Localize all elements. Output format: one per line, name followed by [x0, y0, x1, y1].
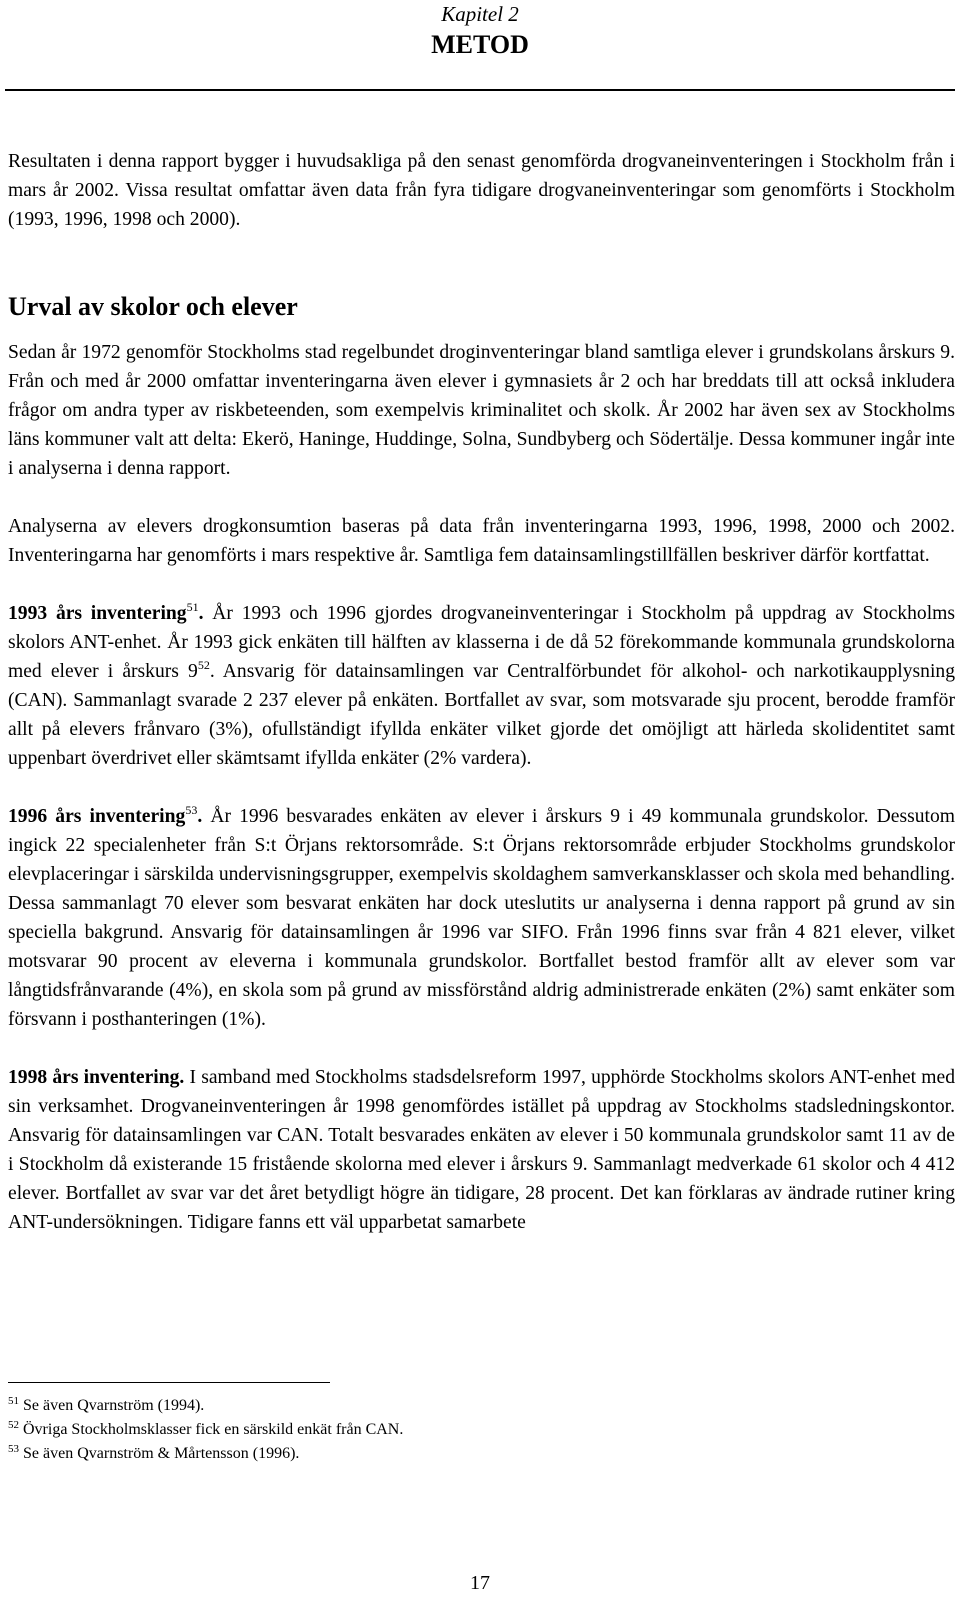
chapter-header: [0, 0, 960, 60]
footnotes: [8, 1394, 403, 1466]
footnote-item: [8, 1442, 403, 1466]
inventory-1998-text: I samband med Stockholms stadsdelsreform 1997, upphörde Stockholms skolors ANT-enhet med sin verksamhet. Drogvaneinventeringen år 1998 genomfördes istället på uppdrag av Stockholms stadsledningskontor. Ansvarig för datainsamlingen var CAN. Totalt besvarades enkäten av elever i 50 kommunala grundskolor samt 11 av de i Stockholm då existerande 15 fristående skolorna med elever i årskurs 9. Sammanlagt medverkade 61 skolor och 4 412 elever. Bortfallet av svar var det året betydligt högre än tidigare, 28 procent. Det kan förklaras av ändrade rutiner kring ANT-undersökningen. Tidigare fanns ett väl upparbetat samarbete: [8, 1067, 955, 1233]
chapter-label: Kapitel 2: [441, 2, 519, 26]
inventory-1993-period: .: [198, 603, 204, 624]
footnote-number: 51: [8, 1395, 19, 1407]
inventory-1996-text: År 1996 besvarades enkäten av elever i årskurs 9 i 49 kommunala grundskolor. Dessutom ingick 22 specialenheter från S:t Örjans rektorsområde. S:t Örjans rektorsområde erbjuder Stockholms grundskolor elevplaceringar i särskilda undervisningsgrupper, exempelvis skoldaghem samverkansklasser och skola med behandling. Dessa sammanlagt 70 elever som besvarat enkäten har dock uteslutits ur analyserna i denna rapport på grund av sin speciella bakgrund. Ansvarig för datainsamlingen år 1996 var SIFO. Från 1996 finns svar från 4 821 elever, vilket motsvarar 90 procent av eleverna i kommunala grundskolor. Bortfallet bestod framför allt av elever som var långtidsfrånvarande (4%), en skola som på grund av missförstånd aldrig administrerade enkäten (2%) samt enkäter som försvann i posthanteringen (1%).: [8, 806, 956, 1030]
inventory-1993-text-b: . Ansvarig för datainsamlingen var Centralförbundet för alkohol- och narkotikaupplysning (CAN). Sammanlagt svarade 2 237 elever på enkäten. Bortfallet av svar, som motsvarade sju procent, berodde framför allt på elevers frånvaro (3%), ofullständigt ifyllda enkäter vilket gjorde det omöjligt att härleda skolidentitet samt uppenbart överdrivet eller skämtsamt ifyllda enkäter (2% vardera).: [8, 661, 956, 769]
section-heading: Urval av skolor och elever: [8, 292, 298, 321]
footnote-item: [8, 1418, 403, 1442]
chapter-title: METOD: [431, 30, 529, 59]
footnote-text: Se även Qvarnström (1994).: [23, 1397, 205, 1414]
footnote-divider: [8, 1382, 330, 1383]
inventory-1996-period: .: [197, 806, 203, 827]
inventory-1996-paragraph: [8, 802, 955, 1034]
inventory-1993-paragraph: [8, 599, 955, 773]
footnote-text: Övriga Stockholmsklasser fick en särskild enkät från CAN.: [23, 1421, 404, 1438]
footnote-ref-53: 53: [185, 803, 198, 817]
section-paragraph-2: Analyserna av elevers drogkonsumtion baseras på data från inventeringarna 1993, 1996, 1998, 2000 och 2002. Inventeringarna har genomförts i mars respektive år. Samtliga fem datainsamlingstillfällen beskriver därför kortfattat.: [8, 516, 955, 566]
inventory-1993-text-a: År 1993 och 1996 gjordes drogvaneinventeringar i Stockholm på uppdrag av Stockholms skolors ANT-enhet. År 1993 gick enkäten till hälften av klasserna i de då 52 förekommande kommunala grundskolorna med elever i årskurs 9: [8, 603, 956, 682]
inventory-1998-label: 1998 års inventering.: [8, 1067, 185, 1088]
header-divider: [5, 89, 955, 91]
inventory-1993-label: 1993 års inventering: [8, 603, 187, 624]
page-number: 17: [470, 1572, 490, 1594]
section-paragraph-1: Sedan år 1972 genomför Stockholms stad regelbundet droginventeringar bland samtliga elever i grundskolans årskurs 9. Från och med år 2000 omfattar inventeringarna även elever i gymnasiets år 2 och har breddats till att också inkludera frågor om andra typer av riskbeteenden, som exempelvis kriminalitet och skolk. År 2002 har även sex av Stockholms läns kommuner valt att delta: Ekerö, Haninge, Huddinge, Solna, Sundbyberg och Södertälje. Dessa kommuner ingår inte i analyserna i denna rapport.: [8, 342, 955, 479]
body-text: [8, 147, 955, 1237]
inventory-1998-paragraph: [8, 1063, 955, 1237]
footnote-number: 53: [8, 1443, 19, 1455]
inventory-1996-label: 1996 års inventering: [8, 806, 186, 827]
footnote-text: Se även Qvarnström & Mårtensson (1996).: [23, 1445, 300, 1462]
footnote-number: 52: [8, 1419, 19, 1431]
footnote-item: [8, 1394, 403, 1418]
intro-paragraph: Resultaten i denna rapport bygger i huvudsakliga på den senast genomförda drogvaneinventeringen i Stockholm från i mars år 2002. Vissa resultat omfattar även data från fyra tidigare drogvaneinventeringar som genomförts i Stockholm (1993, 1996, 1998 och 2000).: [8, 151, 955, 230]
footnote-ref-52: 52: [197, 658, 210, 672]
footnote-ref-51: 51: [186, 600, 199, 614]
